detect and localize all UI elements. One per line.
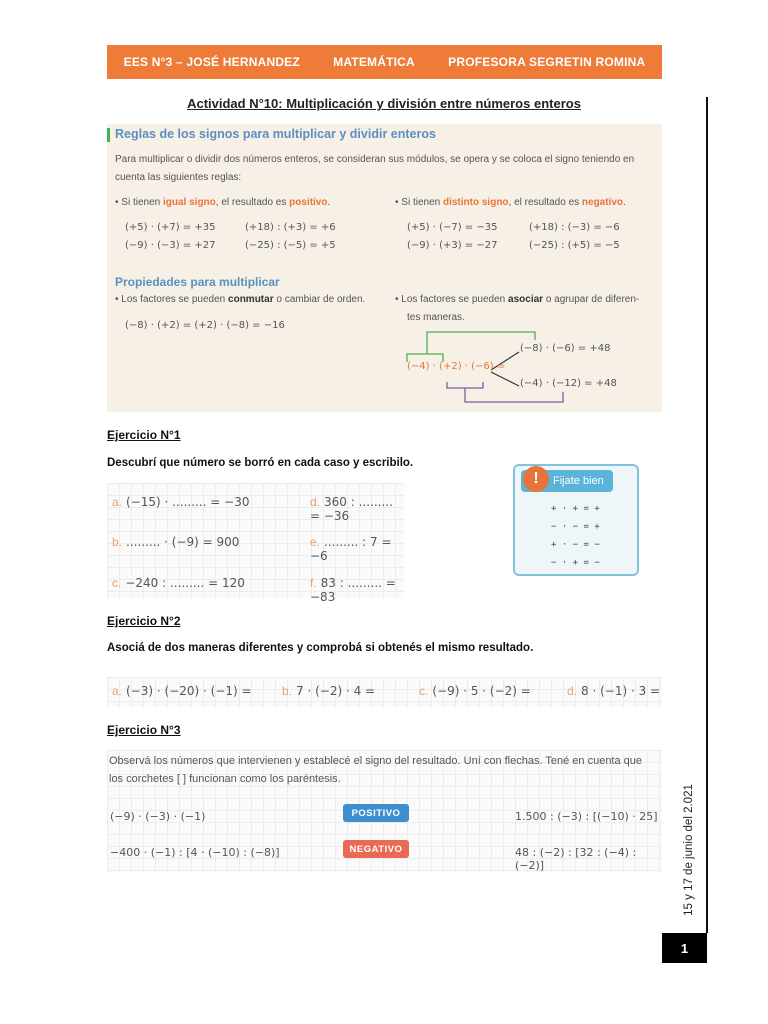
diff-example: (+5) · (−7) = −35 [407,222,498,233]
same-example: (+5) · (+7) = +35 [125,222,216,233]
ej3-right-1: 1.500 : (−3) : [(−10) · 25] [515,810,658,823]
rules-intro-1: Para multiplicar o dividir dos números enteros, se consideran sus módulos, se opera y se coloca el signo teniendo en [115,154,635,165]
diff-example: (−9) · (+3) = −27 [407,240,498,251]
ej1-item-e: e. ......... : 7 = −6 [310,535,392,563]
positive-badge[interactable]: POSITIVO [343,804,409,822]
ej1-item-f: f. 83 : ......... = −83 [310,576,396,604]
ej1-item-b: b. ......... · (−9) = 900 [112,535,240,549]
margin-rule [706,97,708,933]
ej1-grid [107,483,404,604]
ej2-grid [107,677,662,707]
prop-assoc: • Los factores se pueden asociar o agrupar de diferen- [395,294,640,305]
prop-commute: • Los factores se pueden conmutar o cambiar de orden. [115,294,366,305]
ej2-item-b: b. 7 · (−2) · 4 = [282,684,376,698]
ej3-title: Ejercicio N°3 [107,723,181,737]
ej2-title: Ejercicio N°2 [107,614,181,628]
page-title: Actividad N°10: Multiplicación y división entre números enteros [187,96,581,111]
side-date: 15 y 17 de junio del 2.021 [683,784,695,916]
ej1-item-d: d. 360 : ......... = −36 [310,495,393,523]
negative-badge[interactable]: NEGATIVO [343,840,409,858]
prop-assoc-line2: tes maneras. [407,312,465,323]
same-example: (−25) : (−5) = +5 [245,240,336,251]
rules-intro-2: cuenta las siguientes reglas: [115,172,242,183]
sign-rule: − · − = + [551,522,600,532]
ej3-left-1: (−9) · (−3) · (−1) [110,810,206,823]
ej1-item-c: c. −240 : ......... = 120 [112,576,245,590]
accent-bar [107,128,110,142]
sign-rule: + · − = − [551,540,600,550]
ej1-instruction: Descubrí que número se borró en cada caso y escribilo. [107,457,414,469]
assoc-bottom: (−4) · (−12) = +48 [520,378,617,389]
fijate-tab [521,470,613,492]
assoc-left: (−4) · (+2) · (−6) = [407,361,506,372]
ej2-item-d: d. 8 · (−1) · 3 = [567,684,661,698]
header-school: EES N°3 – JOSÉ HERNANDEZ [123,55,300,69]
ej2-item-a: a. (−3) · (−20) · (−1) = [112,684,252,698]
sign-rule: − · + = − [551,558,600,568]
ej3-instruction-1: Observá los números que intervienen y establecé el signo del resultado. Uní con flechas. Tené en cuenta que [109,755,643,767]
diff-example: (−25) : (+5) = −5 [529,240,620,251]
same-example: (−9) · (−3) = +27 [125,240,216,251]
ej3-instruction-2: los corchetes [ ] funcionan como los paréntesis. [109,773,341,785]
ej1-item-a: a. (−15) · ......... = −30 [112,495,250,509]
exclamation-icon: ! [523,466,549,492]
ej1-title: Ejercicio N°1 [107,428,181,442]
rules-title: Reglas de los signos para multiplicar y dividir enteros [115,127,436,141]
header-teacher: PROFESORA SEGRETIN ROMINA [448,55,646,69]
props-title: Propiedades para multiplicar [115,275,280,289]
ej2-item-c: c. (−9) · 5 · (−2) = [419,684,531,698]
fijate-label: Fijate bien [553,475,604,487]
rules-box [107,124,662,412]
page-number: 1 [662,933,707,963]
sign-rule: + · + = + [551,504,600,514]
ej2-instruction: Asociá de dos maneras diferentes y comprobá si obtenés el mismo resultado. [107,642,534,654]
rule-diff-sign: • Si tienen distinto signo, el resultado es negativo. [395,197,626,208]
same-example: (+18) : (+3) = +6 [245,222,336,233]
page-header [107,45,662,79]
fijate-bien-box [513,464,639,576]
ej3-grid [107,750,662,872]
ej3-right-2: 48 : (−2) : [32 : (−4) : (−2)] [515,846,637,872]
commute-example: (−8) · (+2) = (+2) · (−8) = −16 [125,320,285,331]
rule-same-sign: • Si tienen igual signo, el resultado es positivo. [115,197,331,208]
assoc-top: (−8) · (−6) = +48 [520,343,611,354]
diff-example: (+18) : (−3) = −6 [529,222,620,233]
header-subject: MATEMÁTICA [333,55,415,69]
ej3-left-2: −400 · (−1) : [4 · (−10) : (−8)] [110,846,280,859]
